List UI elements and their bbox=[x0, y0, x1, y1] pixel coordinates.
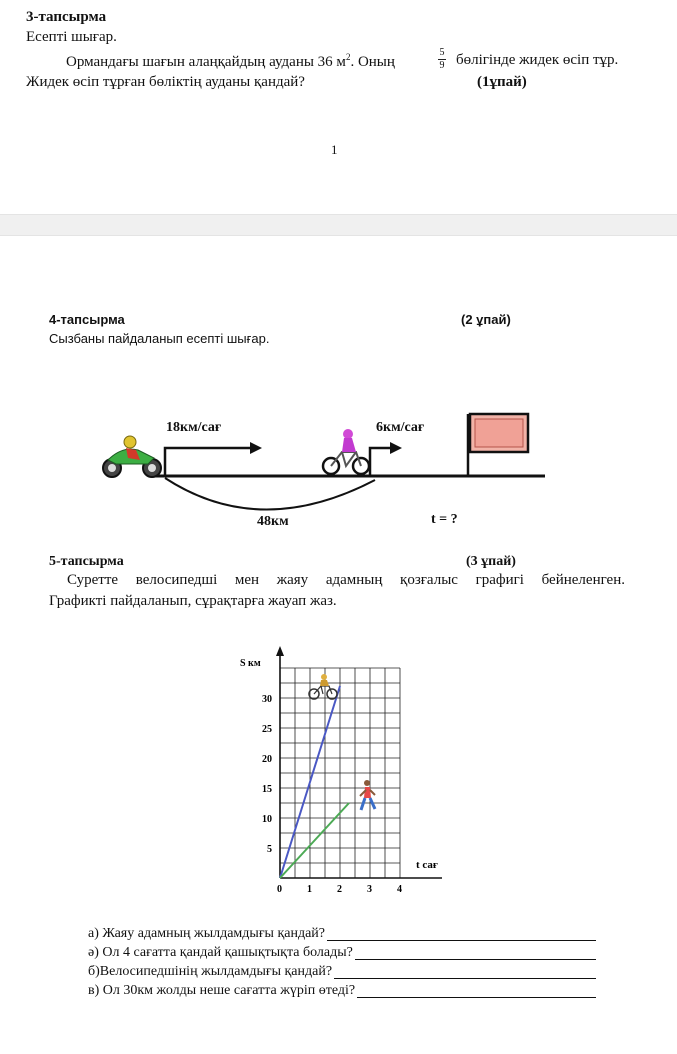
x-tick-label: 0 bbox=[277, 884, 282, 895]
motion-diagram bbox=[90, 400, 560, 540]
question-row bbox=[88, 926, 608, 944]
distance-label: 48км bbox=[257, 514, 289, 529]
fraction-denominator: 9 bbox=[439, 60, 445, 71]
motion-graph bbox=[230, 640, 450, 910]
task4-points: (2 ұпай) bbox=[461, 312, 511, 327]
task5-text-line2: Графикті пайдаланып, сұрақтарға жауап жаз. bbox=[49, 593, 337, 609]
x-tick-label: 3 bbox=[367, 884, 372, 895]
answer-line[interactable] bbox=[357, 997, 596, 998]
chart-ticks bbox=[262, 694, 402, 895]
flag-icon bbox=[470, 414, 528, 452]
chart-axes bbox=[276, 646, 442, 878]
chart-grid bbox=[280, 668, 400, 878]
answer-line[interactable] bbox=[327, 940, 596, 941]
task4-subtitle: Сызбаны пайдаланып есепті шығар. bbox=[49, 331, 270, 346]
question-text: ә) Ол 4 сағатта қандай қашықтықта болады? bbox=[88, 945, 353, 960]
task3-points: (1ұпай) bbox=[477, 74, 527, 90]
y-tick-label: 10 bbox=[262, 814, 272, 825]
task3-line2: Жидек өсіп тұрған бөліктің ауданы қандай? bbox=[26, 74, 305, 90]
question-text: а) Жаяу адамның жылдамдығы қандай? bbox=[88, 926, 326, 941]
question-text: б)Велосипедшінің жылдамдығы қандай? bbox=[88, 964, 333, 979]
task3-text-a: Ормандағы шағын алаңқайдың ауданы 36 м bbox=[66, 54, 346, 70]
task5-title: 5-тапсырма bbox=[49, 554, 124, 569]
task3-fraction bbox=[438, 48, 446, 71]
y-axis-arrow bbox=[276, 646, 284, 656]
task3-subtitle: Есепті шығар. bbox=[26, 29, 117, 45]
y-tick-label: 30 bbox=[262, 694, 272, 705]
distance-arc bbox=[165, 478, 375, 510]
bike-arrow bbox=[370, 448, 390, 476]
page-number: 1 bbox=[331, 142, 338, 157]
question-row bbox=[88, 945, 608, 963]
question-row bbox=[88, 983, 608, 1001]
task3-title: 3-тапсырма bbox=[26, 9, 107, 25]
question-row bbox=[88, 964, 608, 982]
y-axis-label: S км bbox=[240, 658, 261, 669]
task4-title: 4-тапсырма bbox=[49, 312, 125, 327]
motorcycle-icon bbox=[103, 436, 161, 477]
walker-icon bbox=[360, 780, 375, 810]
task3-text-b: . Оның bbox=[350, 54, 395, 70]
bike-arrow-head bbox=[390, 442, 402, 454]
y-tick-label: 25 bbox=[262, 724, 272, 735]
moto-speed-label: 18км/сағ bbox=[166, 420, 222, 435]
task5-points: (3 ұпай) bbox=[466, 554, 516, 569]
series-line-2 bbox=[280, 803, 349, 878]
x-axis-label: t сағ bbox=[416, 859, 438, 871]
question-text: в) Ол 30км жолды неше сағатта жүріп өтеді? bbox=[88, 983, 356, 998]
moto-arrow-head bbox=[250, 442, 262, 454]
chart-series bbox=[280, 686, 349, 878]
answer-line[interactable] bbox=[334, 978, 596, 979]
task3-superscript: 2 bbox=[345, 52, 351, 62]
bicycle-icon bbox=[323, 429, 369, 474]
fraction-numerator: 5 bbox=[439, 47, 445, 58]
moto-arrow bbox=[165, 448, 250, 476]
task3-line1-a bbox=[66, 52, 395, 71]
page-separator bbox=[0, 214, 677, 236]
task5-text-line1: Суретте велосипедші мен жаяу адамның қозғалыс графигі бейнеленген. bbox=[67, 572, 625, 588]
y-tick-label: 15 bbox=[262, 784, 272, 795]
task3-line1-c: бөлігінде жидек өсіп тұр. bbox=[456, 52, 619, 68]
answer-line[interactable] bbox=[355, 959, 596, 960]
time-question-label: t = ? bbox=[431, 512, 458, 527]
x-tick-label: 2 bbox=[337, 884, 342, 895]
x-tick-label: 4 bbox=[397, 884, 402, 895]
cyclist-icon bbox=[309, 674, 337, 699]
bike-speed-label: 6км/сағ bbox=[376, 420, 425, 435]
y-tick-label: 5 bbox=[267, 844, 272, 855]
x-tick-label: 1 bbox=[307, 884, 312, 895]
y-tick-label: 20 bbox=[262, 754, 272, 765]
